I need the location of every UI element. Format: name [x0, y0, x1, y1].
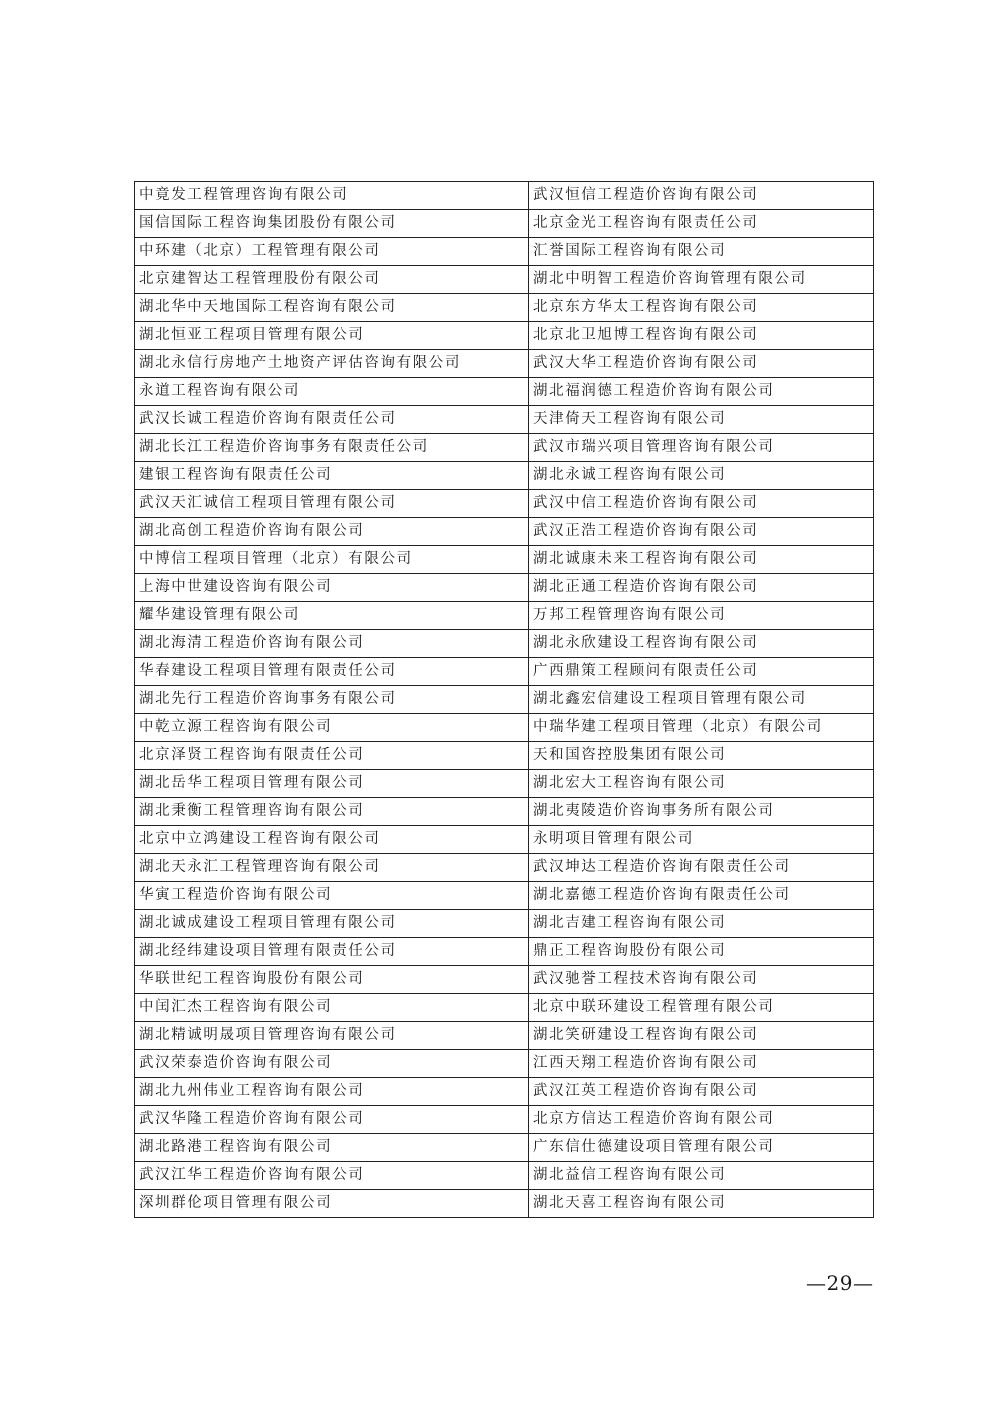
- company-name-right: 中瑞华建工程项目管理（北京）有限公司: [529, 714, 874, 742]
- company-name-right: 北京方信达工程造价咨询有限公司: [529, 1106, 874, 1134]
- company-name-left: 湖北永信行房地产土地资产评估咨询有限公司: [135, 350, 529, 378]
- table-row: [135, 994, 874, 1022]
- company-name-right: 武汉市瑞兴项目管理咨询有限公司: [529, 434, 874, 462]
- table-row: [135, 266, 874, 294]
- company-name-left: 中竟发工程管理咨询有限公司: [135, 182, 529, 210]
- table-row: [135, 910, 874, 938]
- table-row: [135, 714, 874, 742]
- company-name-right: 广西鼎策工程顾问有限责任公司: [529, 658, 874, 686]
- table-row: [135, 686, 874, 714]
- company-name-left: 武汉荣泰造价咨询有限公司: [135, 1050, 529, 1078]
- company-name-right: 天津倚天工程咨询有限公司: [529, 406, 874, 434]
- company-name-right: 湖北天喜工程咨询有限公司: [529, 1190, 874, 1218]
- company-name-right: 广东信仕德建设项目管理有限公司: [529, 1134, 874, 1162]
- company-name-left: 湖北高创工程造价咨询有限公司: [135, 518, 529, 546]
- company-name-right: 湖北福润德工程造价咨询有限公司: [529, 378, 874, 406]
- company-name-left: 湖北九州伟业工程咨询有限公司: [135, 1078, 529, 1106]
- company-name-right: 湖北嘉德工程造价咨询有限责任公司: [529, 882, 874, 910]
- table-row: [135, 350, 874, 378]
- company-name-left: 湖北长江工程造价咨询事务有限责任公司: [135, 434, 529, 462]
- company-name-left: 湖北华中天地国际工程咨询有限公司: [135, 294, 529, 322]
- table-row: [135, 1050, 874, 1078]
- company-name-right: 江西天翔工程造价咨询有限公司: [529, 1050, 874, 1078]
- table-row: [135, 966, 874, 994]
- company-name-left: 北京中立鸿建设工程咨询有限公司: [135, 826, 529, 854]
- table-row: [135, 434, 874, 462]
- company-name-right: 武汉恒信工程造价咨询有限公司: [529, 182, 874, 210]
- company-name-left: 湖北天永汇工程管理咨询有限公司: [135, 854, 529, 882]
- table-row: [135, 322, 874, 350]
- table-row: [135, 490, 874, 518]
- company-name-left: 中环建（北京）工程管理有限公司: [135, 238, 529, 266]
- company-name-right: 湖北宏大工程咨询有限公司: [529, 770, 874, 798]
- company-name-right: 北京中联环建设工程管理有限公司: [529, 994, 874, 1022]
- table-row: [135, 546, 874, 574]
- table-row: [135, 742, 874, 770]
- company-name-left: 湖北海清工程造价咨询有限公司: [135, 630, 529, 658]
- company-name-left: 华寅工程造价咨询有限公司: [135, 882, 529, 910]
- company-list-body: [135, 182, 874, 1218]
- table-row: [135, 1022, 874, 1050]
- company-list-table: [134, 181, 874, 1218]
- table-row: [135, 518, 874, 546]
- company-name-right: 武汉大华工程造价咨询有限公司: [529, 350, 874, 378]
- company-name-left: 北京建智达工程管理股份有限公司: [135, 266, 529, 294]
- company-name-right: 武汉坤达工程造价咨询有限责任公司: [529, 854, 874, 882]
- company-name-right: 湖北永欣建设工程咨询有限公司: [529, 630, 874, 658]
- company-name-left: 华春建设工程项目管理有限责任公司: [135, 658, 529, 686]
- company-name-left: 湖北先行工程造价咨询事务有限公司: [135, 686, 529, 714]
- company-name-left: 中博信工程项目管理（北京）有限公司: [135, 546, 529, 574]
- company-name-right: 北京东方华太工程咨询有限公司: [529, 294, 874, 322]
- table-row: [135, 770, 874, 798]
- company-name-right: 湖北永诚工程咨询有限公司: [529, 462, 874, 490]
- company-name-left: 湖北岳华工程项目管理有限公司: [135, 770, 529, 798]
- table-row: [135, 798, 874, 826]
- company-name-left: 湖北秉衡工程管理咨询有限公司: [135, 798, 529, 826]
- company-name-right: 武汉正浩工程造价咨询有限公司: [529, 518, 874, 546]
- page-number: —29—: [806, 1271, 874, 1295]
- company-name-right: 鼎正工程咨询股份有限公司: [529, 938, 874, 966]
- company-name-right: 武汉驰誉工程技术咨询有限公司: [529, 966, 874, 994]
- company-name-right: 湖北吉建工程咨询有限公司: [529, 910, 874, 938]
- company-name-left: 湖北精诚明晟项目管理咨询有限公司: [135, 1022, 529, 1050]
- table-row: [135, 854, 874, 882]
- table-row: [135, 378, 874, 406]
- table-row: [135, 1134, 874, 1162]
- company-name-right: 天和国咨控股集团有限公司: [529, 742, 874, 770]
- company-name-right: 汇誉国际工程咨询有限公司: [529, 238, 874, 266]
- company-name-left: 湖北经纬建设项目管理有限责任公司: [135, 938, 529, 966]
- table-row: [135, 462, 874, 490]
- company-name-right: 武汉中信工程造价咨询有限公司: [529, 490, 874, 518]
- company-name-left: 湖北诚成建设工程项目管理有限公司: [135, 910, 529, 938]
- company-name-left: 华联世纪工程咨询股份有限公司: [135, 966, 529, 994]
- company-name-left: 上海中世建设咨询有限公司: [135, 574, 529, 602]
- company-name-right: 湖北夷陵造价咨询事务所有限公司: [529, 798, 874, 826]
- company-name-left: 建银工程咨询有限责任公司: [135, 462, 529, 490]
- table-row: [135, 574, 874, 602]
- company-name-right: 万邦工程管理咨询有限公司: [529, 602, 874, 630]
- table-row: [135, 238, 874, 266]
- company-name-right: 湖北笑研建设工程咨询有限公司: [529, 1022, 874, 1050]
- company-name-left: 武汉江华工程造价咨询有限公司: [135, 1162, 529, 1190]
- table-row: [135, 630, 874, 658]
- company-name-right: 湖北中明智工程造价咨询管理有限公司: [529, 266, 874, 294]
- company-name-left: 武汉华隆工程造价咨询有限公司: [135, 1106, 529, 1134]
- company-name-left: 湖北恒亚工程项目管理有限公司: [135, 322, 529, 350]
- table-row: [135, 210, 874, 238]
- company-name-left: 国信国际工程咨询集团股份有限公司: [135, 210, 529, 238]
- company-name-right: 武汉江英工程造价咨询有限公司: [529, 1078, 874, 1106]
- table-row: [135, 294, 874, 322]
- company-name-right: 北京金光工程咨询有限责任公司: [529, 210, 874, 238]
- company-name-left: 湖北路港工程咨询有限公司: [135, 1134, 529, 1162]
- table-row: [135, 1106, 874, 1134]
- company-name-right: 北京北卫旭博工程咨询有限公司: [529, 322, 874, 350]
- company-name-left: 武汉长诚工程造价咨询有限责任公司: [135, 406, 529, 434]
- company-name-left: 深圳群伦项目管理有限公司: [135, 1190, 529, 1218]
- table-row: [135, 1162, 874, 1190]
- company-name-left: 耀华建设管理有限公司: [135, 602, 529, 630]
- table-row: [135, 406, 874, 434]
- company-name-right: 湖北鑫宏信建设工程项目管理有限公司: [529, 686, 874, 714]
- company-name-right: 湖北正通工程造价咨询有限公司: [529, 574, 874, 602]
- table-row: [135, 182, 874, 210]
- table-row: [135, 602, 874, 630]
- company-name-left: 永道工程咨询有限公司: [135, 378, 529, 406]
- table-row: [135, 938, 874, 966]
- table-row: [135, 826, 874, 854]
- table-row: [135, 882, 874, 910]
- company-name-left: 武汉天汇诚信工程项目管理有限公司: [135, 490, 529, 518]
- company-name-right: 永明项目管理有限公司: [529, 826, 874, 854]
- company-name-left: 中乾立源工程咨询有限公司: [135, 714, 529, 742]
- company-name-right: 湖北益信工程咨询有限公司: [529, 1162, 874, 1190]
- company-name-left: 中闰汇杰工程咨询有限公司: [135, 994, 529, 1022]
- table-row: [135, 658, 874, 686]
- company-name-right: 湖北诚康未来工程咨询有限公司: [529, 546, 874, 574]
- table-row: [135, 1190, 874, 1218]
- company-name-left: 北京泽贤工程咨询有限责任公司: [135, 742, 529, 770]
- table-row: [135, 1078, 874, 1106]
